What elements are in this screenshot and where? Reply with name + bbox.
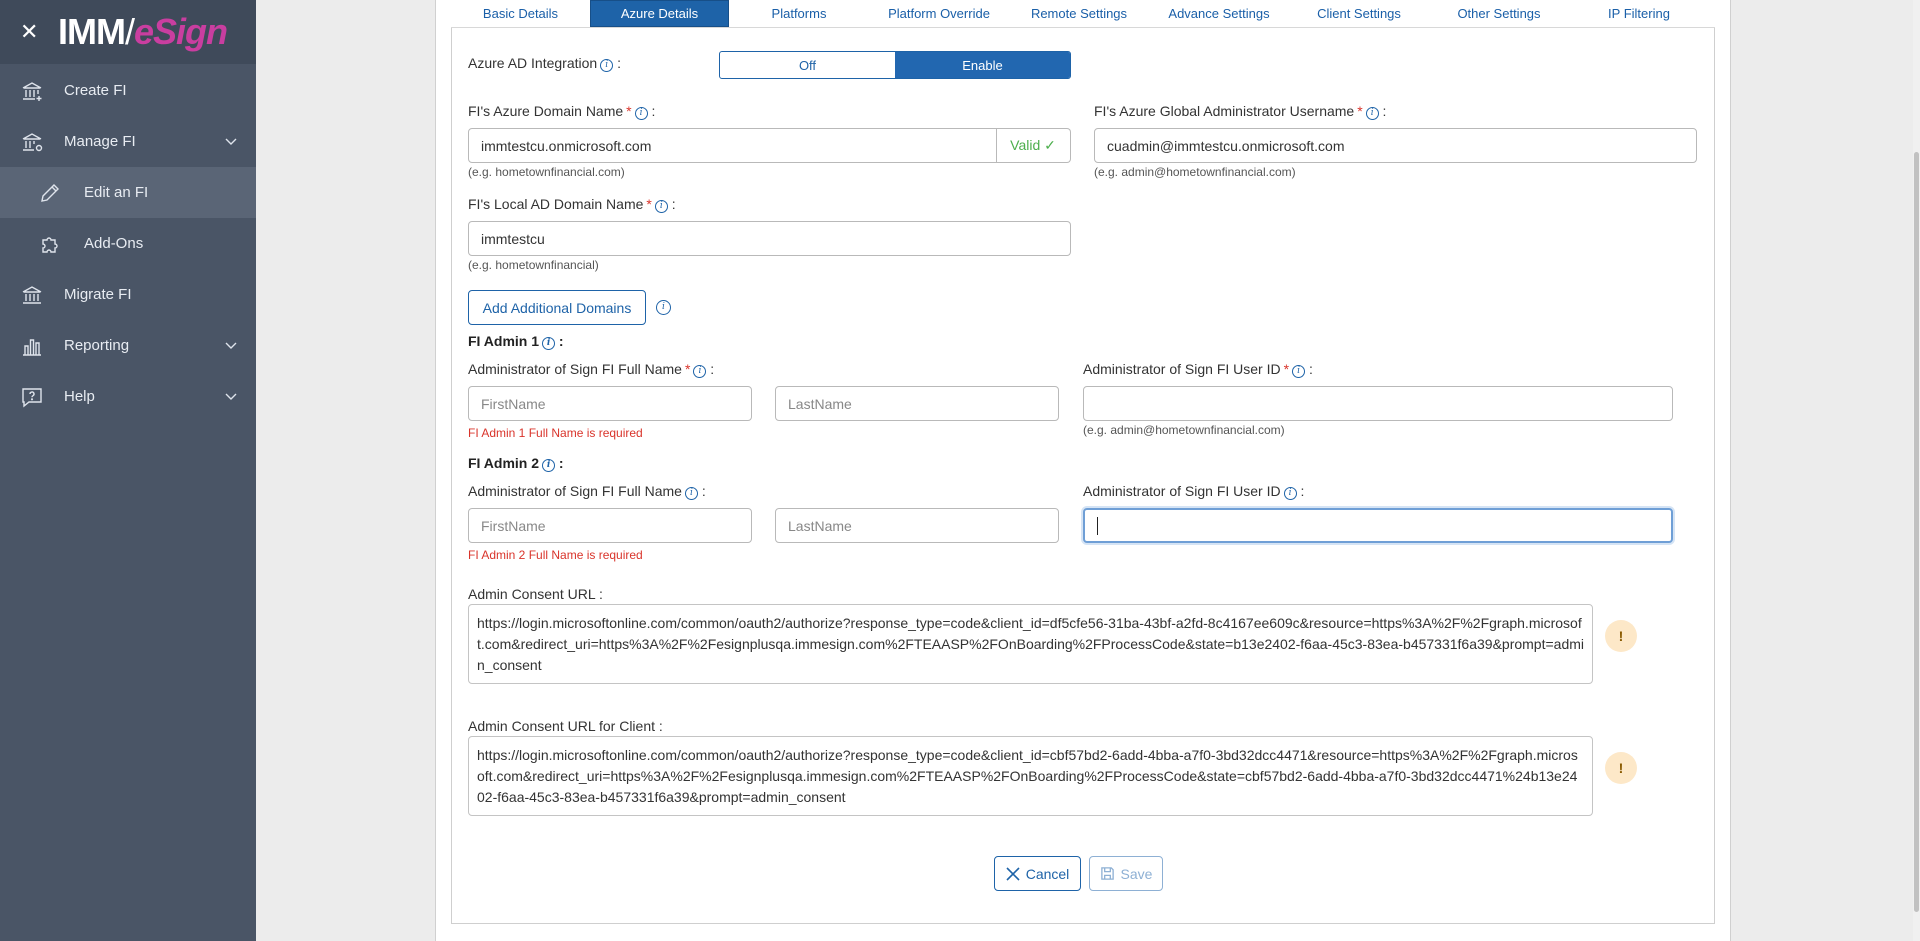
local-ad-hint: (e.g. hometownfinancial) [468, 258, 599, 272]
client-consent-url-box[interactable]: https://login.microsoftonline.com/common/oauth2/authorize?response_type=code&client_id=cbf57bd2-6add-4bba-a7f0-3bd32dcc4471&resource=https%3A%2F%2Fgraph.microsoft.com&redirect_uri=https%3A%2F%2Fesignplusqa.immesign.com%2FTEAASP%2FOnBoarding%2FProcessCode&state=cbf57bd2-6add-4bba-a7f0-3bd32dcc4471%24b13e2402-f6aa-45c3-83ea-b457331f6a39&prompt=admin_consent [468, 736, 1593, 816]
admin1-fullname-label: Administrator of Sign FI Full Name * i : [468, 361, 715, 377]
admin2-firstname-input[interactable]: FirstName [468, 508, 752, 543]
tab-platform-override[interactable]: Platform Override [888, 6, 990, 21]
bar-chart-icon [20, 334, 44, 358]
sidebar-item-add-ons[interactable] [0, 218, 256, 269]
close-icon[interactable]: ✕ [20, 19, 39, 44]
app-logo: IMM/eSign [58, 11, 228, 52]
tab-platforms[interactable]: Platforms [771, 6, 827, 21]
admin1-userid-label: Administrator of Sign FI User ID * i : [1083, 361, 1313, 377]
toggle-off-option[interactable]: Off [798, 57, 817, 73]
save-label: Save [1120, 865, 1153, 882]
global-admin-label: FI's Azure Global Administrator Username * i : [1094, 103, 1387, 119]
scrollbar-thumb[interactable] [1914, 152, 1919, 912]
info-icon[interactable]: i [600, 59, 613, 72]
valid-badge: Valid ✓ [996, 128, 1071, 163]
admin1-name-error: FI Admin 1 Full Name is required [468, 426, 643, 440]
save-icon [1100, 866, 1115, 881]
fi-admin-1-title: FI Admin 1 i : [468, 333, 564, 349]
help-chat-icon [20, 385, 44, 409]
client-consent-url-label: Admin Consent URL for Client : [468, 718, 663, 734]
page-scrollbar[interactable] [1913, 0, 1920, 941]
sidebar-item-create-fi[interactable] [0, 65, 256, 116]
tab-bar [451, 0, 1715, 28]
info-icon[interactable]: i [542, 337, 555, 350]
save-button[interactable] [1089, 856, 1163, 891]
puzzle-icon [38, 232, 62, 256]
info-icon[interactable]: i [542, 459, 555, 472]
toggle-enable-option[interactable]: Enable [895, 52, 1070, 78]
admin1-userid-hint: (e.g. admin@hometownfinancial.com) [1083, 423, 1285, 437]
sidebar-item-label: Reporting [64, 337, 130, 354]
admin-consent-url-label: Admin Consent URL : [468, 586, 603, 602]
azure-ad-integration-label: Azure AD Integration i : [468, 55, 621, 71]
admin2-name-error: FI Admin 2 Full Name is required [468, 548, 643, 562]
sidebar-item-edit-fi[interactable] [0, 167, 256, 218]
sidebar [0, 0, 256, 941]
azure-ad-toggle [719, 51, 1071, 79]
sidebar-item-help[interactable] [0, 371, 256, 422]
tab-advance-settings[interactable]: Advance Settings [1168, 6, 1270, 21]
local-ad-label: FI's Local AD Domain Name * i : [468, 196, 676, 212]
azure-domain-input[interactable]: immtestcu.onmicrosoft.com [468, 128, 997, 163]
close-icon [1006, 867, 1020, 881]
admin-consent-url-box[interactable]: https://login.microsoftonline.com/common/oauth2/authorize?response_type=code&client_id=df5cfe56-31ba-43bf-a2fd-8c4167ee609c&resource=https%3A%2F%2Fgraph.microsoft.com&redirect_uri=https%3A%2F%2Fesignplusqa.immesign.com%2FTEAASP%2FOnBoarding%2FProcessCode&state=b13e2402-f6aa-45c3-83ea-b457331f6a39&prompt=admin_consent [468, 604, 1593, 684]
info-icon[interactable]: i [635, 107, 648, 120]
sidebar-item-label: Manage FI [64, 133, 136, 150]
global-admin-hint: (e.g. admin@hometownfinancial.com) [1094, 165, 1296, 179]
chevron-down-icon [224, 389, 238, 403]
azure-domain-label: FI's Azure Domain Name * i : [468, 103, 656, 119]
warning-icon[interactable]: ! [1605, 620, 1637, 652]
info-icon[interactable]: i [1366, 107, 1379, 120]
admin1-firstname-input[interactable]: FirstName [468, 386, 752, 421]
tab-other-settings[interactable]: Other Settings [1457, 6, 1541, 21]
admin2-userid-input[interactable] [1083, 508, 1673, 543]
tab-azure-details[interactable]: Azure Details [590, 0, 729, 27]
text-caret [1097, 517, 1098, 535]
sidebar-header [0, 0, 256, 64]
sidebar-item-label: Create FI [64, 82, 127, 99]
info-icon[interactable]: i [685, 487, 698, 500]
sidebar-item-migrate-fi[interactable] [0, 269, 256, 320]
info-icon[interactable]: i [655, 200, 668, 213]
info-icon[interactable]: i [1284, 487, 1297, 500]
chevron-down-icon [224, 134, 238, 148]
cancel-button[interactable] [994, 856, 1081, 891]
sidebar-item-label: Add-Ons [84, 235, 144, 252]
tab-client-settings[interactable]: Client Settings [1317, 6, 1401, 21]
cancel-label: Cancel [1025, 865, 1070, 882]
admin1-userid-input[interactable] [1083, 386, 1673, 421]
sidebar-item-label: Edit an FI [84, 184, 149, 201]
admin1-lastname-input[interactable]: LastName [775, 386, 1059, 421]
local-ad-input[interactable]: immtestcu [468, 221, 1071, 256]
azure-domain-hint: (e.g. hometownfinancial.com) [468, 165, 625, 179]
global-admin-input[interactable]: cuadmin@immtestcu.onmicrosoft.com [1094, 128, 1697, 163]
fi-admin-2-title: FI Admin 2 i : [468, 455, 564, 471]
bank-gear-icon [20, 130, 44, 154]
admin2-fullname-label: Administrator of Sign FI Full Name i : [468, 483, 706, 499]
add-additional-domains-button[interactable]: Add Additional Domains [468, 290, 646, 325]
info-icon[interactable]: i [656, 300, 671, 315]
bank-plus-icon [20, 79, 44, 103]
tab-basic-details[interactable]: Basic Details [482, 6, 559, 21]
admin2-lastname-input[interactable]: LastName [775, 508, 1059, 543]
tab-remote-settings[interactable]: Remote Settings [1030, 6, 1128, 21]
sidebar-item-reporting[interactable] [0, 320, 256, 371]
pencil-icon [38, 181, 62, 205]
warning-icon[interactable]: ! [1605, 752, 1637, 784]
tab-ip-filtering[interactable]: IP Filtering [1608, 6, 1670, 21]
info-icon[interactable]: i [693, 365, 706, 378]
bank-arrow-icon [20, 283, 44, 307]
sidebar-item-manage-fi[interactable] [0, 116, 256, 167]
sidebar-item-label: Help [64, 388, 95, 405]
chevron-down-icon [224, 338, 238, 352]
sidebar-item-label: Migrate FI [64, 286, 132, 303]
admin2-userid-label: Administrator of Sign FI User ID i : [1083, 483, 1305, 499]
info-icon[interactable]: i [1292, 365, 1305, 378]
